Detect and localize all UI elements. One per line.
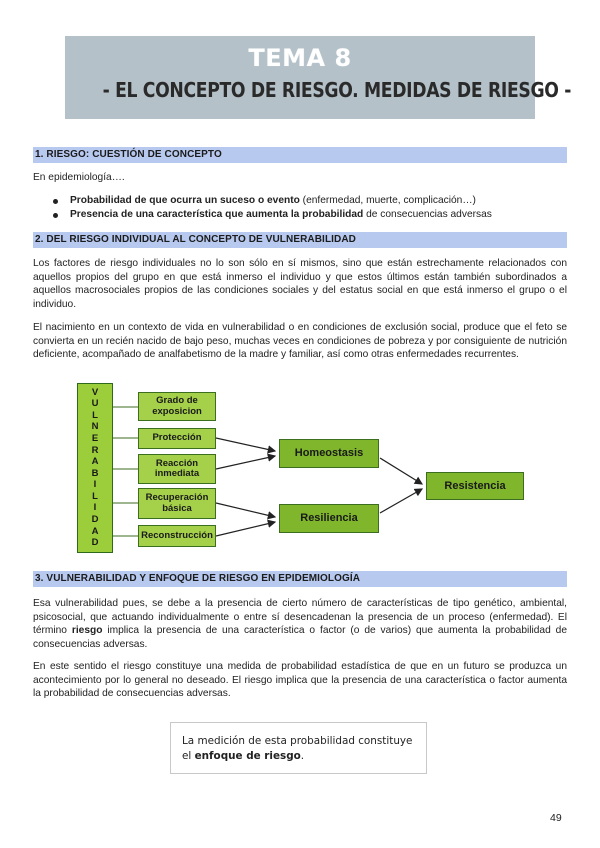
highlight-box	[170, 722, 427, 774]
factor-reconstruccion: Reconstrucción	[138, 525, 216, 547]
letter: A	[91, 456, 99, 468]
bullet-2-rest: de consecuencias adversas	[363, 209, 492, 220]
section-2-paragraph-2: El nacimiento en un contexto de vida en vulnerabilidad o en condiciones de exclusión social, produce que el feto se convierta en un recién nacido de bajo peso, muchas veces en condiciones de pobreza y por consiguiente de nutrición deficiente, acompañado de analfabetismo de la madre y familiar, así como otras enfermedades recurrentes.	[33, 322, 567, 360]
letter: B	[91, 467, 99, 479]
factor-proteccion: Protección	[138, 428, 216, 449]
section-3-paragraph-1	[33, 597, 567, 651]
bullet-1-bold: Probabilidad de que ocurra un suceso o evento	[70, 195, 300, 206]
section-3-p1-text: Esa vulnerabilidad pues, se debe a la presencia de cierto número de características de tipo genético, ambiental, psicosocial, que actuando individualmente o entre sí desencadenan la presencia de un proceso (enfermedad). El término	[33, 598, 567, 636]
letter: R	[91, 444, 99, 456]
homeostasis-box: Homeostasis	[279, 439, 379, 468]
arrow-resiliencia-resistencia	[380, 489, 422, 513]
bullet-icon	[53, 213, 58, 218]
arrow-reconstruccion-resiliencia	[216, 522, 275, 536]
factor-reaccion-inmediata: Reacción inmediata	[138, 454, 216, 484]
letter: L	[92, 409, 98, 421]
highlight-bold: enfoque de riesgo	[194, 750, 301, 762]
chapter-subtitle: - EL CONCEPTO DE RIESGO. MEDIDAS DE RIESGO -	[102, 78, 572, 102]
bullet-icon	[53, 199, 58, 204]
highlight-end: .	[300, 750, 305, 762]
letter: U	[91, 398, 99, 410]
bullet-1-rest: (enfermedad, muerte, complicación…)	[299, 195, 476, 206]
chapter-title: TEMA 8	[248, 44, 352, 72]
vulnerabilidad-column	[77, 383, 113, 553]
section-1-heading: 1. RIESGO: CUESTIÓN DE CONCEPTO	[33, 147, 567, 163]
letter: I	[93, 479, 97, 491]
letter: V	[91, 386, 99, 398]
section-3-p1-text-end: implica la presencia de una característica o factor (o de varios) que aumenta la probabilidad de consecuencias adversas.	[33, 625, 567, 650]
letter: A	[91, 525, 99, 537]
letter: E	[91, 433, 99, 445]
letter: I	[93, 502, 97, 514]
factor-recuperacion-basica: Recuperación básica	[138, 488, 216, 519]
letter: D	[91, 537, 99, 549]
highlight-text: La medición de esta probabilidad constituye el	[182, 735, 413, 762]
resiliencia-box: Resiliencia	[279, 504, 379, 533]
arrow-homeostasis-resistencia	[380, 458, 422, 484]
bullet-2-bold: Presencia de una característica que aumenta la probabilidad	[70, 209, 364, 220]
resistencia-box: Resistencia	[426, 472, 524, 500]
letter: D	[91, 513, 99, 525]
section-2-heading: 2. DEL RIESGO INDIVIDUAL AL CONCEPTO DE VULNERABILIDAD	[33, 232, 567, 248]
letter: N	[91, 421, 99, 433]
arrow-reaccion-homeostasis	[216, 456, 275, 469]
arrow-recuperacion-resiliencia	[216, 503, 275, 517]
letter: L	[92, 490, 98, 502]
section-3-heading: 3. VULNERABILIDAD Y ENFOQUE DE RIESGO EN EPIDEMIOLOGÍA	[33, 571, 567, 587]
section-3-paragraph-2: En este sentido el riesgo constituye una medida de probabilidad estadística de que en un futuro se produzca un acontecimiento por lo general no deseado. El riesgo implica que la presencia de una característica o factor aumenta la probabilidad de consecuencias adversas.	[33, 661, 567, 699]
factor-grado-exposicion: Grado de exposicion	[138, 392, 216, 421]
section-1-intro: En epidemiología….	[33, 172, 125, 183]
term-riesgo: riesgo	[71, 625, 103, 636]
vulnerability-diagram	[70, 383, 530, 555]
arrow-proteccion-homeostasis	[216, 438, 275, 451]
page-number: 49	[550, 812, 562, 824]
title-banner	[65, 36, 572, 119]
section-2-paragraph-1: Los factores de riesgo individuales no lo son sólo en sí mismos, sino que están estrechamente relacionados con aquellos propios del grupo en que está inmerso el individuo y que estos últimos están también subordinados a aquellos macrosociales propios de las condiciones sociales y del estatus social en que está inmerso el grupo o el individuo.	[33, 258, 567, 310]
